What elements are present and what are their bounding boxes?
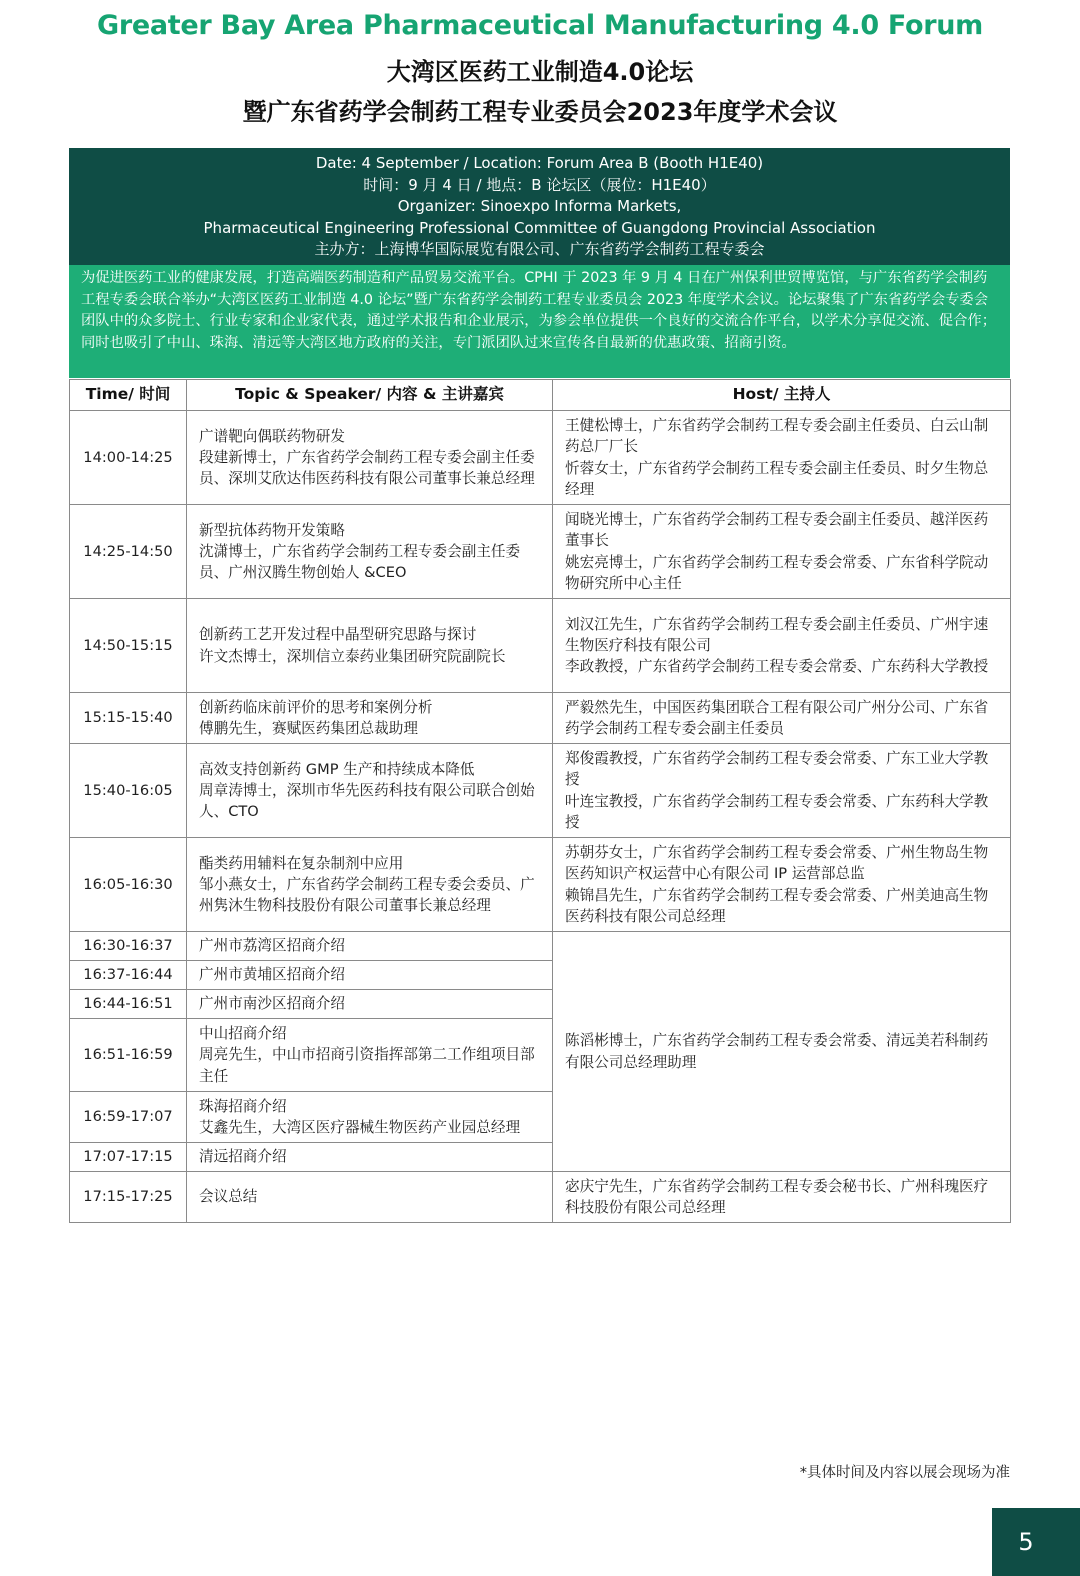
session-topic	[187, 411, 553, 505]
topic-line: 广州市黄埔区招商介绍	[199, 966, 345, 984]
session-host	[553, 411, 1011, 505]
schedule-table	[69, 379, 1011, 1223]
banner-organizer-en-1: Organizer: Sinoexpo Informa Markets,	[397, 197, 682, 215]
session-time: 16:51-16:59	[70, 1019, 187, 1092]
table-row	[70, 932, 1011, 961]
session-host	[553, 505, 1011, 599]
session-time: 14:00-14:25	[70, 411, 187, 505]
topic-line: 邹小燕女士，广东省药学会制药工程专委会委员、广州隽沐生物科技股份有限公司董事长兼总经理	[199, 875, 535, 915]
header-time: Time/ 时间	[70, 380, 187, 411]
host-line: 苏朝芬女士，广东省药学会制药工程专委会常委、广州生物岛生物医药知识产权运营中心有限公司 IP 运营部总监	[565, 843, 989, 883]
session-time: 17:07-17:15	[70, 1143, 187, 1172]
host-line: 忻蓉女士，广东省药学会制药工程专委会副主任委员、时夕生物总经理	[565, 459, 989, 498]
table-row	[70, 1172, 1011, 1223]
session-topic	[187, 990, 553, 1019]
topic-line: 广州市荔湾区招商介绍	[199, 937, 345, 955]
session-time: 14:50-15:15	[70, 599, 187, 693]
topic-line: 清远招商介绍	[199, 1148, 287, 1166]
topic-line: 许文杰博士，深圳信立泰药业集团研究院副院长	[199, 647, 506, 665]
footnote: *具体时间及内容以展会现场为准	[799, 1465, 1010, 1481]
session-time: 16:30-16:37	[70, 932, 187, 961]
table-row	[70, 505, 1011, 599]
topic-line: 中山招商介绍	[199, 1025, 287, 1043]
topic-line: 创新药工艺开发过程中晶型研究思路与探讨	[199, 626, 477, 644]
session-time: 16:37-16:44	[70, 961, 187, 990]
session-topic	[187, 1092, 553, 1143]
session-topic	[187, 744, 553, 838]
session-host	[553, 599, 1011, 693]
table-row	[70, 744, 1011, 838]
session-topic	[187, 838, 553, 932]
intro-paragraph: 为促进医药工业的健康发展，打造高端医药制造和产品贸易交流平台。CPHI 于 2023 年 9 月 4 日在广州保利世贸博览馆，与广东省药学会制药工程专委会联合举办“大湾区医药工业制造 4.0 论坛”暨广东省药学会制药工程专业委员会 2023 年度学术会议。论坛聚集了广东省药学会专委会团队中的众多院士、行业专家和企业家代表，通过学术报告和企业展示，为参会单位提供一个良好的交流合作平台，以学术分享促交流、促合作；同时也吸引了中山、珠海、清远等大湾区地方政府的关注，专门派团队过来宣传各自最新的优惠政策、招商引资。	[69, 265, 1010, 378]
session-topic	[187, 961, 553, 990]
session-time: 16:59-17:07	[70, 1092, 187, 1143]
topic-line: 周章涛博士，深圳市华先医药科技有限公司联合创始人、CTO	[199, 781, 535, 821]
topic-line: 广州市南沙区招商介绍	[199, 995, 345, 1013]
session-time: 15:15-15:40	[70, 693, 187, 744]
session-host	[553, 693, 1011, 744]
host-line: 闻晓光博士，广东省药学会制药工程专委会副主任委员、越洋医药董事长	[565, 510, 989, 550]
host-line: 刘汉江先生，广东省药学会制药工程专委会副主任委员、广州宇速生物医疗科技有限公司	[565, 615, 989, 654]
session-time: 17:15-17:25	[70, 1172, 187, 1223]
table-row	[70, 838, 1011, 932]
host-line: 李政教授，广东省药学会制药工程专委会常委、广东药科大学教授	[565, 658, 989, 676]
session-topic	[187, 1172, 553, 1223]
host-line: 王健松博士，广东省药学会制药工程专委会副主任委员、白云山制药总厂厂长	[565, 416, 989, 456]
topic-line: 酯类药用辅料在复杂制剂中应用	[199, 854, 404, 872]
page-number: 5	[992, 1508, 1080, 1576]
host-line: 叶连宝教授，广东省药学会制药工程专委会常委、广东药科大学教授	[565, 792, 989, 831]
topic-line: 新型抗体药物开发策略	[199, 521, 345, 539]
topic-line: 沈潇博士，广东省药学会制药工程专委会副主任委员、广州汉腾生物创始人 &CEO	[199, 542, 521, 582]
topic-line: 创新药临床前评价的思考和案例分析	[199, 698, 433, 716]
banner-date-location-en: Date: 4 September / Location: Forum Area B (Booth H1E40)	[315, 154, 764, 172]
title-chinese-main: 大湾区医药工业制造4.0论坛	[386, 58, 694, 86]
header-topic: Topic & Speaker/ 内容 & 主讲嘉宾	[187, 380, 553, 411]
host-line: 姚宏亮博士，广东省药学会制药工程专委会常委、广东省科学院动物研究所中心主任	[565, 553, 989, 592]
topic-line: 广谱靶向偶联药物研发	[199, 427, 345, 445]
banner-date-location-cn: 时间：9 月 4 日 / 地点：B 论坛区（展位：H1E40）	[363, 175, 716, 194]
merged-session-host	[553, 932, 1011, 1172]
session-topic	[187, 1143, 553, 1172]
host-line: 严毅然先生，中国医药集团联合工程有限公司广州分公司、广东省药学会制药工程专委会副主任委员	[565, 698, 989, 737]
banner-organizer-en-2: Pharmaceutical Engineering Professional Committee of Guangdong Provincial Association	[203, 218, 876, 237]
host-line: 赖锦昌先生，广东省药学会制药工程专委会常委、广州美迪高生物医药科技有限公司总经理	[565, 886, 989, 925]
session-topic	[187, 599, 553, 693]
topic-line: 周亮先生，中山市招商引资指挥部第二工作组项目部主任	[199, 1046, 535, 1085]
table-row	[70, 411, 1011, 505]
title-english: Greater Bay Area Pharmaceutical Manufacturing 4.0 Forum	[97, 10, 983, 41]
event-info-banner	[69, 148, 1010, 265]
session-topic	[187, 932, 553, 961]
title-chinese-sub: 暨广东省药学会制药工程专业委员会2023年度学术会议	[242, 98, 838, 126]
host-line: 郑俊霞教授，广东省药学会制药工程专委会常委、广东工业大学教授	[565, 749, 989, 789]
topic-line: 珠海招商介绍	[199, 1097, 287, 1115]
table-row	[70, 599, 1011, 693]
session-time: 14:25-14:50	[70, 505, 187, 599]
schedule-body	[70, 411, 1011, 1223]
topic-line: 傅鹏先生，赛赋医药集团总裁助理	[199, 720, 418, 737]
host-line: 宓庆宁先生，广东省药学会制药工程专委会秘书长、广州科瑰医疗科技股份有限公司总经理	[565, 1177, 989, 1216]
table-header-row	[70, 380, 1011, 411]
session-topic	[187, 1019, 553, 1092]
session-topic	[187, 505, 553, 599]
topic-line: 会议总结	[199, 1188, 258, 1206]
topic-line: 艾鑫先生，大湾区医疗器械生物医药产业园总经理	[199, 1119, 521, 1136]
topic-line: 高效支持创新药 GMP 生产和持续成本降低	[199, 760, 475, 778]
session-topic	[187, 693, 553, 744]
session-time: 16:44-16:51	[70, 990, 187, 1019]
table-row	[70, 693, 1011, 744]
session-host	[553, 838, 1011, 932]
session-host	[553, 744, 1011, 838]
session-time: 16:05-16:30	[70, 838, 187, 932]
session-host	[553, 1172, 1011, 1223]
banner-organizer-cn: 主办方：上海博华国际展览有限公司、广东省药学会制药工程专委会	[314, 240, 765, 258]
host-line: 陈滔彬博士，广东省药学会制药工程专委会常委、清远美若科制药有限公司总经理助理	[565, 1032, 989, 1071]
header-host: Host/ 主持人	[553, 380, 1011, 411]
session-time: 15:40-16:05	[70, 744, 187, 838]
topic-line: 段建新博士，广东省药学会制药工程专委会副主任委员、深圳艾欣达伟医药科技有限公司董事长兼总经理	[199, 448, 535, 488]
